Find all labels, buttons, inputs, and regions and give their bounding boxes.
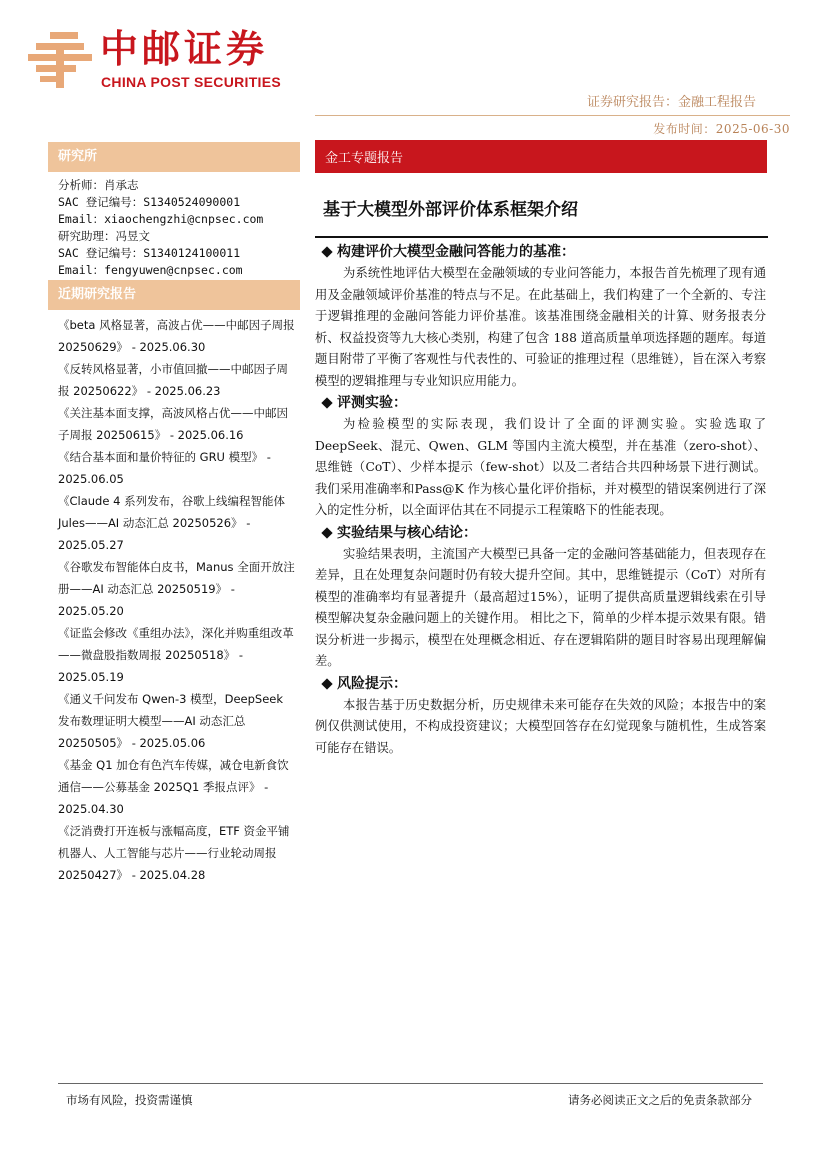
title-divider xyxy=(315,236,768,238)
footer-divider xyxy=(58,1083,763,1084)
section-heading: 评测实验： xyxy=(323,392,766,414)
recent-report-item[interactable]: 《结合基本面和量价特征的 GRU 模型》 - 2025.06.05 xyxy=(58,450,271,486)
recent-reports-heading: 近期研究报告 xyxy=(48,280,300,310)
recent-report-item[interactable]: 《beta 风格显著，高波占优——中邮因子周报 20250629》 - 2025.06.30 xyxy=(58,318,295,354)
recent-report-item[interactable]: 《Claude 4 系列发布，谷歌上线编程智能体 Jules——AI 动态汇总 20250526》 - 2025.05.27 xyxy=(58,494,286,552)
brand-name-cn: 中邮证券 xyxy=(100,27,269,71)
recent-report-item[interactable]: 《证监会修改《重组办法》，深化并购重组改革——微盘股指数周报 20250518》 - 2025.05.19 xyxy=(58,626,294,684)
footer-risk-note: 市场有风险，投资需谨慎 xyxy=(66,1093,193,1107)
recent-report-item[interactable]: 《谷歌发布智能体白皮书，Manus 全面开放注册——AI 动态汇总 20250519》 - 2025.05.20 xyxy=(58,560,295,618)
report-title: 基于大模型外部评价体系框架介绍 xyxy=(323,200,578,220)
analyst-line[interactable]: Email：fengyuwen@cnpsec.com xyxy=(58,263,243,277)
recent-report-item[interactable]: 《通义千问发布 Qwen-3 模型，DeepSeek 发布数理证明大模型——AI 动态汇总 20250505》 - 2025.05.06 xyxy=(58,692,284,750)
publish-date: 发布时间：2025-06-30 xyxy=(653,122,790,136)
recent-report-item[interactable]: 《泛消费打开连板与涨幅高度，ETF 资金平铺机器人、人工智能与芯片——行业轮动周报 20250427》 - 2025.04.28 xyxy=(58,824,290,882)
section-heading: 风险提示： xyxy=(323,673,766,695)
recent-reports-list xyxy=(58,314,298,886)
recent-report-item[interactable]: 《反转风格显著，小市值回撤——中邮因子周报 20250622》 - 2025.06.23 xyxy=(58,362,288,398)
recent-report-item[interactable]: 《关注基本面支撑，高波风格占优——中邮因子周报 20250615》 - 2025.06.16 xyxy=(58,406,288,442)
section-heading: 构建评价大模型金融问答能力的基准： xyxy=(323,241,766,263)
institute-heading: 研究所 xyxy=(48,142,300,172)
analyst-line: 分析师：肖承志 xyxy=(58,178,139,192)
section-text: 为检验模型的实际表现，我们设计了全面的评测实验。实验选取了 DeepSeek、混元、Qwen、GLM 等国内主流大模型，并在基准（zero-shot）、思维链（CoT）、少样本提示（few-shot）以及二者结合共四种场景下进行测试。我们采用准确率和Pass@K 作为核心量化评价指标，并对模型的错误案例进行了深入的定性分析，以全面评估其在不同提示工程策略下的性能表现。 xyxy=(315,417,766,517)
footer-disclaimer-note: 请务必阅读正文之后的免责条款部分 xyxy=(568,1093,752,1107)
analyst-line: SAC 登记编号：S1340124100011 xyxy=(58,246,241,260)
section-text: 实验结果表明，主流国产大模型已具备一定的金融问答基础能力，但表现存在差异，且在处理复杂问题时仍有较大提升空间。其中，思维链提示（CoT）对所有模型的准确率均有显著提升（最高超过15%），证明了提供高质量逻辑线索在引导模型解决复杂金融问题上的关键作用。 相比之下，简单的少样本提示效果有限。错误分析进一步揭示，模型在处理概念相近、存在逻辑陷阱的题目时容易出现理解偏差。 xyxy=(315,546,766,668)
header-divider xyxy=(315,115,790,116)
report-summary xyxy=(315,241,766,759)
china-post-logo-icon xyxy=(28,32,92,88)
report-type: 证券研究报告：金融工程报告 xyxy=(586,95,756,110)
analyst-line: 研究助理：冯昱文 xyxy=(58,229,150,243)
section-text: 为系统性地评估大模型在金融领域的专业问答能力，本报告首先梳理了现有通用及金融领域评价基准的特点与不足。在此基础上，我们构建了一个全新的、专注于逻辑推理的金融问答能力评价基准。该基准围绕金融相关的计算、财务报表分析、权益投资等九大核心类别，构建了包含 188 道高质量单项选择题的题库。每道题目附带了平衡了客观性与代表性的、可验证的推理过程（思维链），旨在深入考察模型的逻辑推理与专业知识应用能力。 xyxy=(315,266,766,388)
brand-name-en: CHINA POST SECURITIES xyxy=(101,74,282,90)
section-heading: 实验结果与核心结论： xyxy=(323,522,766,544)
recent-report-item[interactable]: 《基金 Q1 加仓有色汽车传媒，减仓电新食饮通信——公募基金 2025Q1 季报点评》 - 2025.04.30 xyxy=(58,758,289,816)
category-label: 金工专题报告 xyxy=(325,151,404,166)
section-text: 本报告基于历史数据分析，历史规律未来可能存在失效的风险；本报告中的案例仅供测试使用，不构成投资建议；大模型回答存在幻觉现象与随机性，生成答案可能存在错误。 xyxy=(315,697,766,755)
analyst-line[interactable]: Email：xiaochengzhi@cnpsec.com xyxy=(58,212,264,226)
analyst-line: SAC 登记编号：S1340524090001 xyxy=(58,195,241,209)
analyst-info xyxy=(58,177,298,279)
